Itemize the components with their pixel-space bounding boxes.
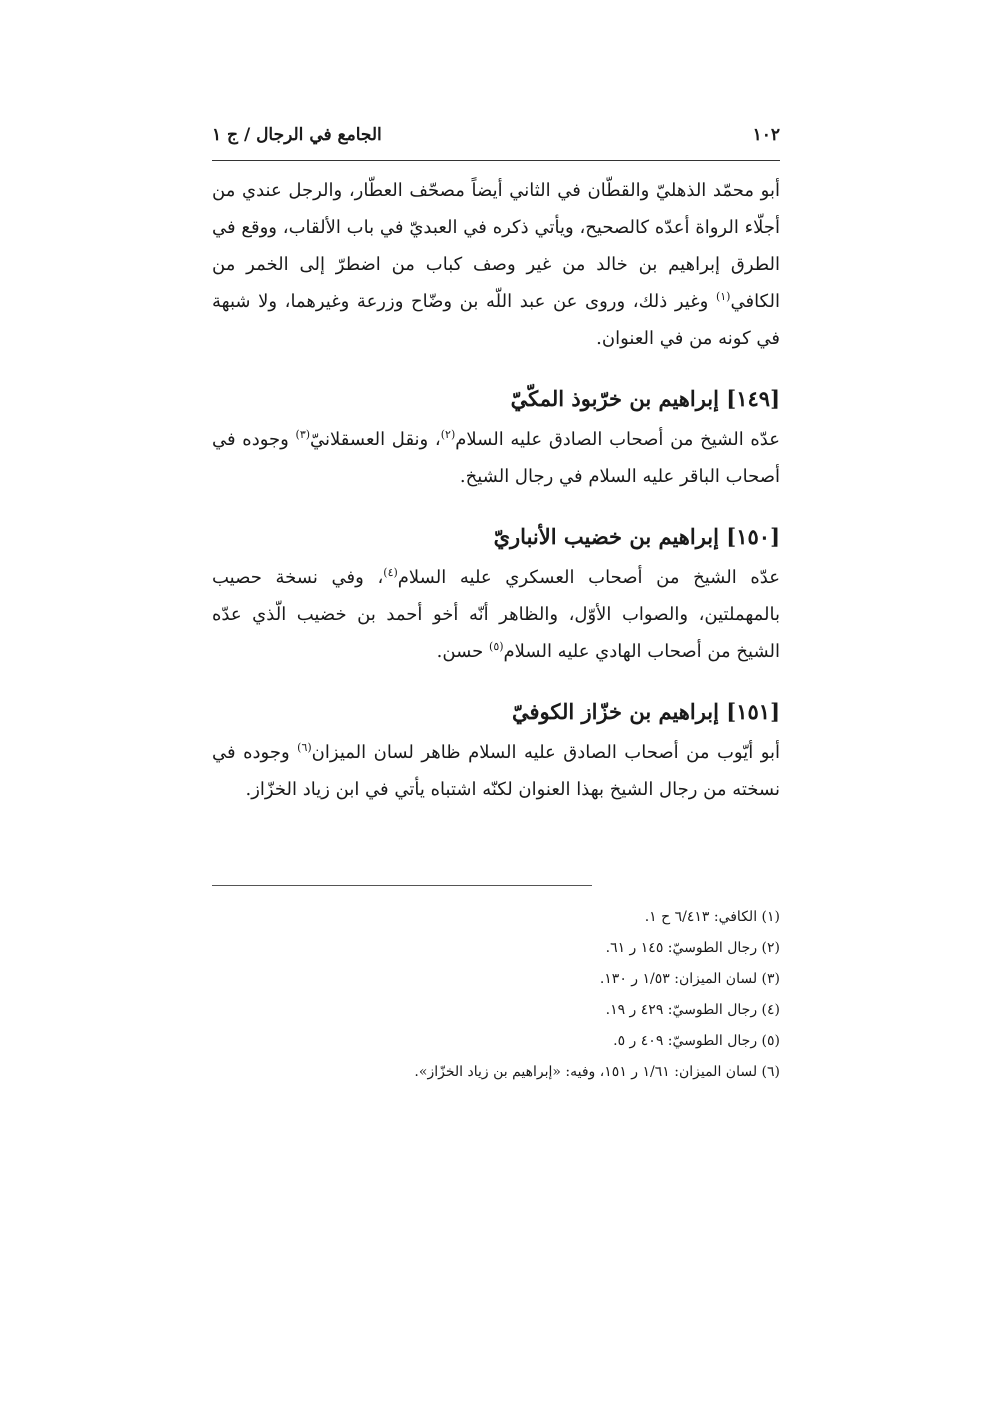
footnote-ref: (٣) xyxy=(295,428,311,441)
footnote-ref: (١) xyxy=(715,290,731,303)
footnote-item: (٦) لسان الميزان: ١/٦١ ر ١٥١، وفيه: «إبراهيم بن زياد الخزّاز». xyxy=(414,1064,780,1080)
footnote-item: (١) الكافي: ٦/٤١٣ ح ١. xyxy=(644,909,780,925)
book-page xyxy=(212,0,780,1403)
footnotes-list xyxy=(212,902,780,1088)
footnote-ref: (٦) xyxy=(297,741,312,754)
footnote-divider xyxy=(212,885,592,886)
entry-paragraph-151: أبو أيّوب من أصحاب الصادق عليه السلام ظاهر لسان الميزان$^{(٦)}$ وجوده في نسخته من رجال الشيخ بهذا العنوان لكنّه اشتباه يأتي في ابن زياد الخزّاز. xyxy=(212,741,780,800)
footnote-ref: (٤) xyxy=(383,566,398,579)
main-text xyxy=(212,172,780,808)
intro-paragraph: أبو محمّد الذهليّ والقطّان في الثاني أيضاً مصحّف العطّار، والرجل عندي من أجلّاء الرواة أعدّه كالصحيح، ويأتي ذكره في العبديّ في باب الألقاب، ووقع في الطرق إبراهيم بن خالد من غير وصف كباب من اضطرّ إلى الخمر من الكافي$^{(١)}$ وغير ذلك، وروى عن عبد اللّه بن وضّاح وزرعة وغيرهما، ولا شبهة في كونه من في العنوان. xyxy=(212,180,780,349)
entry-paragraph-150: عدّه الشيخ من أصحاب العسكري عليه السلام$^{(٤)}$، وفي نسخة حصيب بالمهملتين، والصواب الأوّل، والظاهر أنّه أخو أحمد بن خضيب الّذي عدّه الشيخ من أصحاب الهادي عليه السلام$^{(٥)}$ حسن. xyxy=(212,566,780,662)
footnote-item: (٢) رجال الطوسيّ: ١٤٥ ر ٦١. xyxy=(605,940,780,956)
footnote-item: (٤) رجال الطوسيّ: ٤٢٩ ر ١٩. xyxy=(605,1002,780,1018)
footnote-item: (٥) رجال الطوسيّ: ٤٠٩ ر ٥. xyxy=(613,1033,780,1049)
header-divider xyxy=(212,160,780,161)
footnote-ref: (٢) xyxy=(440,428,456,441)
entry-title-149: [١٤٩] إبراهيم بن خرّبوذ المكّيّ xyxy=(510,386,780,411)
entry-title-151: [١٥١] إبراهيم بن خزّاز الكوفيّ xyxy=(511,699,780,724)
running-title: الجامع في الرجال / ج ١ xyxy=(212,125,382,145)
footnote-ref: (٥) xyxy=(489,640,504,653)
page-number: ١٠٢ xyxy=(752,125,780,145)
entry-paragraph-149: عدّه الشيخ من أصحاب الصادق عليه السلام$^{(٢)}$، ونقل العسقلانيّ$^{(٣)}$ وجوده في أصحاب الباقر عليه السلام في رجال الشيخ. xyxy=(212,428,780,487)
entry-title-150: [١٥٠] إبراهيم بن خضيب الأنباريّ xyxy=(493,524,780,549)
page-header xyxy=(212,120,780,150)
footnote-item: (٣) لسان الميزان: ١/٥٣ ر ١٣٠. xyxy=(599,971,780,987)
